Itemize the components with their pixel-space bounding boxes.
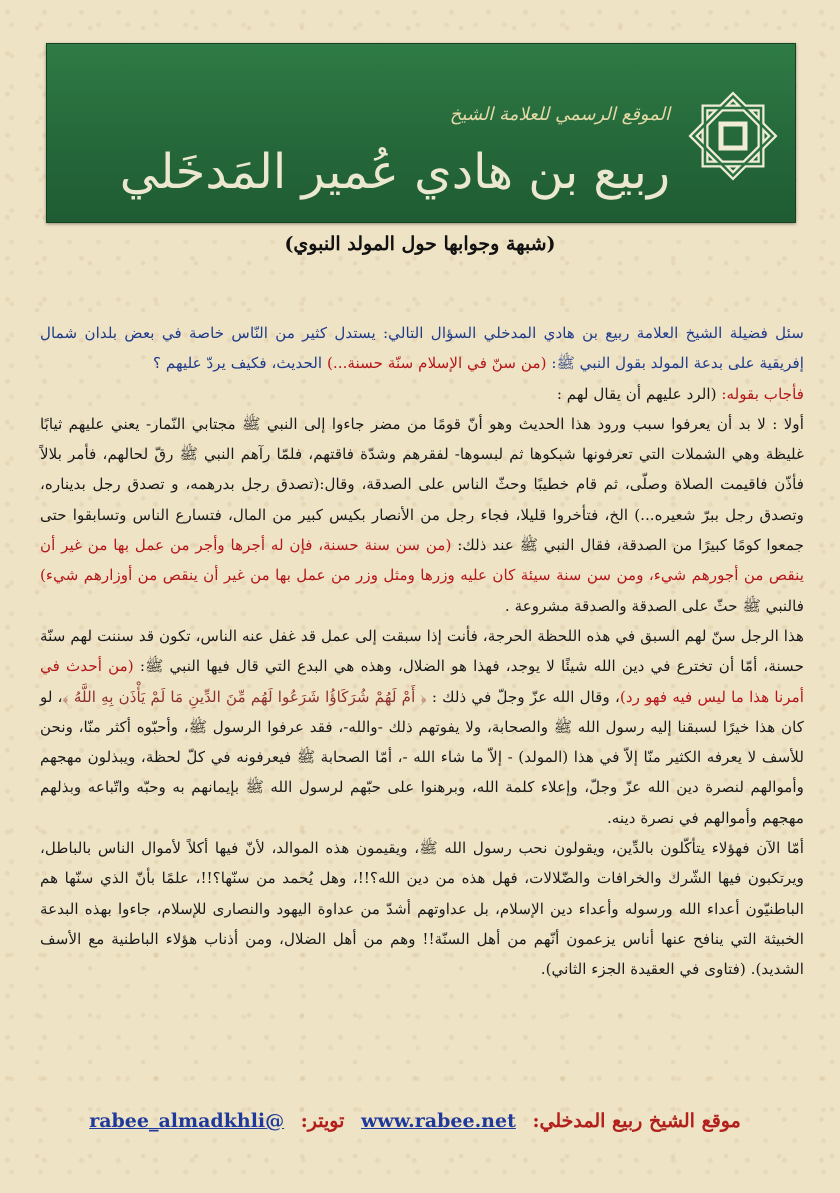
paragraph-second xyxy=(40,621,804,833)
paragraph-third xyxy=(40,833,804,984)
source-citation: (فتاوى في العقيدة الجزء الثاني). xyxy=(540,960,746,979)
question-text-end: الحديث، فكيف يردّ عليهم ؟ xyxy=(153,354,327,373)
site-link[interactable]: www.rabee.net xyxy=(361,1110,516,1132)
paragraph-text: أولا : لا بد أن يعرفوا سبب ورود هذا الحديث وهو أنّ قومًا من مضر جاءوا إلى النبي ﷺ مجتابي النّمار- يعني عليهم ثيابًا غليظة وهي الشملات التي تعرفونها شبكوها ثم لبسوها- لفقرهم وشدّة فاقتهم، فلمّا رآهم النبي ﷺ رقّ لحالهم، فأمر بلالاً فأذّن فاقيمت الصلاة وصلّى، ثم قام خطيبًا وحثّ الناس على الصدقة، وقال:(تصدق رجل بدرهمه، و تصدق رجل بديناره، وتصدق رجل ببرّ شعيره...) الخ، فتأخروا قليلا، فجاء رجل من الأنصار بكيس كبير من المال، فتسارع الناس وتسابقوا حتى جمعوا كومًا كبيرًا من الصدقة، فقال النبي ﷺ عند ذلك: xyxy=(40,414,804,555)
answer-intro-text: (الرد عليهم أن يقال لهم : xyxy=(556,384,722,403)
site-label: موقع الشيخ ربيع المدخلي: xyxy=(532,1110,741,1132)
header-banner xyxy=(46,43,796,223)
paragraph-text: ، وقال الله عزّ وجلّ في ذلك : xyxy=(426,687,620,706)
islamic-star-logo-icon xyxy=(683,86,783,186)
banner-subtitle: الموقع الرسمي للعلامة الشيخ xyxy=(449,104,670,125)
answer-label: فأجاب بقوله: xyxy=(721,384,804,403)
paragraph-first xyxy=(40,409,804,621)
question-paragraph xyxy=(40,318,804,379)
paragraph-text: ، لو كان هذا خيرًا لسبقنا إليه رسول الله ﷺ والصحابة، ولا يفوتهم ذلك -والله-، فقد عرفوا الرسول ﷺ، وأحبّوه أكثر منّا، ونحن للأسف لا يعرفه الكثير منّا إلاّ في هذا (المولد) - إلاّ ما شاء الله -، أمّا الصحابة ﷺ فيعرفونه في كلّ لحظة، ويبذلون مهجهم وأموالهم لنصرة دين الله عزّ وجلّ، وإعلاء كلمة الله، وبرهنوا على حبّهم لرسول الله ﷺ بإيمانهم به وحبّه واتّباعه وبذلهم مهجهم وأموالهم في نصرة دينه. xyxy=(40,687,804,827)
hadith-quote: (من سن سنة حسنة، فإن له أجرها وأجر من عمل بها من غير أن ينقص من أجورهم شيء، ومن سن سنة سيئة كان عليه وزرها ومثل وزر من عمل بها من غير أن ينقص من أوزارهم شيء) xyxy=(40,536,804,585)
article-body xyxy=(40,318,804,985)
footer xyxy=(0,1110,840,1132)
hadith-quote: (من أحدث في أمرنا هذا ما ليس فيه فهو رد) xyxy=(40,657,805,706)
paragraph-text: هذا الرجل سنّ لهم السبق في هذه اللحظة الحرجة، فأنت إذا سبقت إلى عمل قد غفل عنه الناس، تكون قد سننت لهم سنّة حسنة، أمّا أن تخترع في دين الله شيئًا لا يوجد، فهذا هو الضلال، وهذه هي البدع التي قال فيها النبي ﷺ: xyxy=(40,626,804,676)
quran-verse: ﴿ أَمْ لَهُمْ شُرَكَاؤُا شَرَعُوا لَهُم مِّنَ الدِّينِ مَا لَمْ يَأْذَن بِهِ اللَّهُ ﴾ xyxy=(62,687,427,706)
question-text: سئل فضيلة الشيخ العلامة ربيع بن هادي المدخلي السؤال التالي: يستدل كثير من النّاس خاصة في بعض بلدان شمال إفريقية على بدعة المولد بقول النبي ﷺ: xyxy=(40,324,804,373)
twitter-link[interactable]: @rabee_almadkhli xyxy=(89,1110,285,1132)
question-hadith: (من سنّ في الإسلام سنّة حسنة...) xyxy=(326,354,547,373)
banner-sheikh-name: ربيع بن هادي عُمير المَدخَلي xyxy=(119,144,670,200)
paragraph-text: أمّا الآن فهؤلاء يتأكّلون بالدِّين، ويقولون نحب رسول الله ﷺ، ويقيمون هذه الموالد، لأنّ فيها أكلاً لأموال الناس بالباطل، ويرتكبون فيها الشّرك والخرافات والضّلالات، فهل هذه من دين الله؟!!، وهل يُحمد من سنّها؟!!، علمًا بأنّ الذي سنّها هم الباطنيّون أعداء الله ورسوله وأعداء دين الإسلام، بل عداوتهم أشدّ من عداوة اليهود والنصارى للإسلام، جاءوا بهذه البدعة الخبيثة التي ينافح عنها أناس يزعمون أنّهم من أهل السنّة!! وهم من أهل الضلال، ومن أذناب هؤلاء الباطنية مع الأسف الشديد). xyxy=(40,839,804,979)
twitter-label: تويتر: xyxy=(300,1110,345,1132)
paragraph-text: فالنبي ﷺ حثّ على الصدقة والصدقة مشروعة . xyxy=(504,596,804,615)
answer-intro xyxy=(40,379,804,409)
page-title: (شبهة وجوابها حول المولد النبوي) xyxy=(284,233,556,255)
